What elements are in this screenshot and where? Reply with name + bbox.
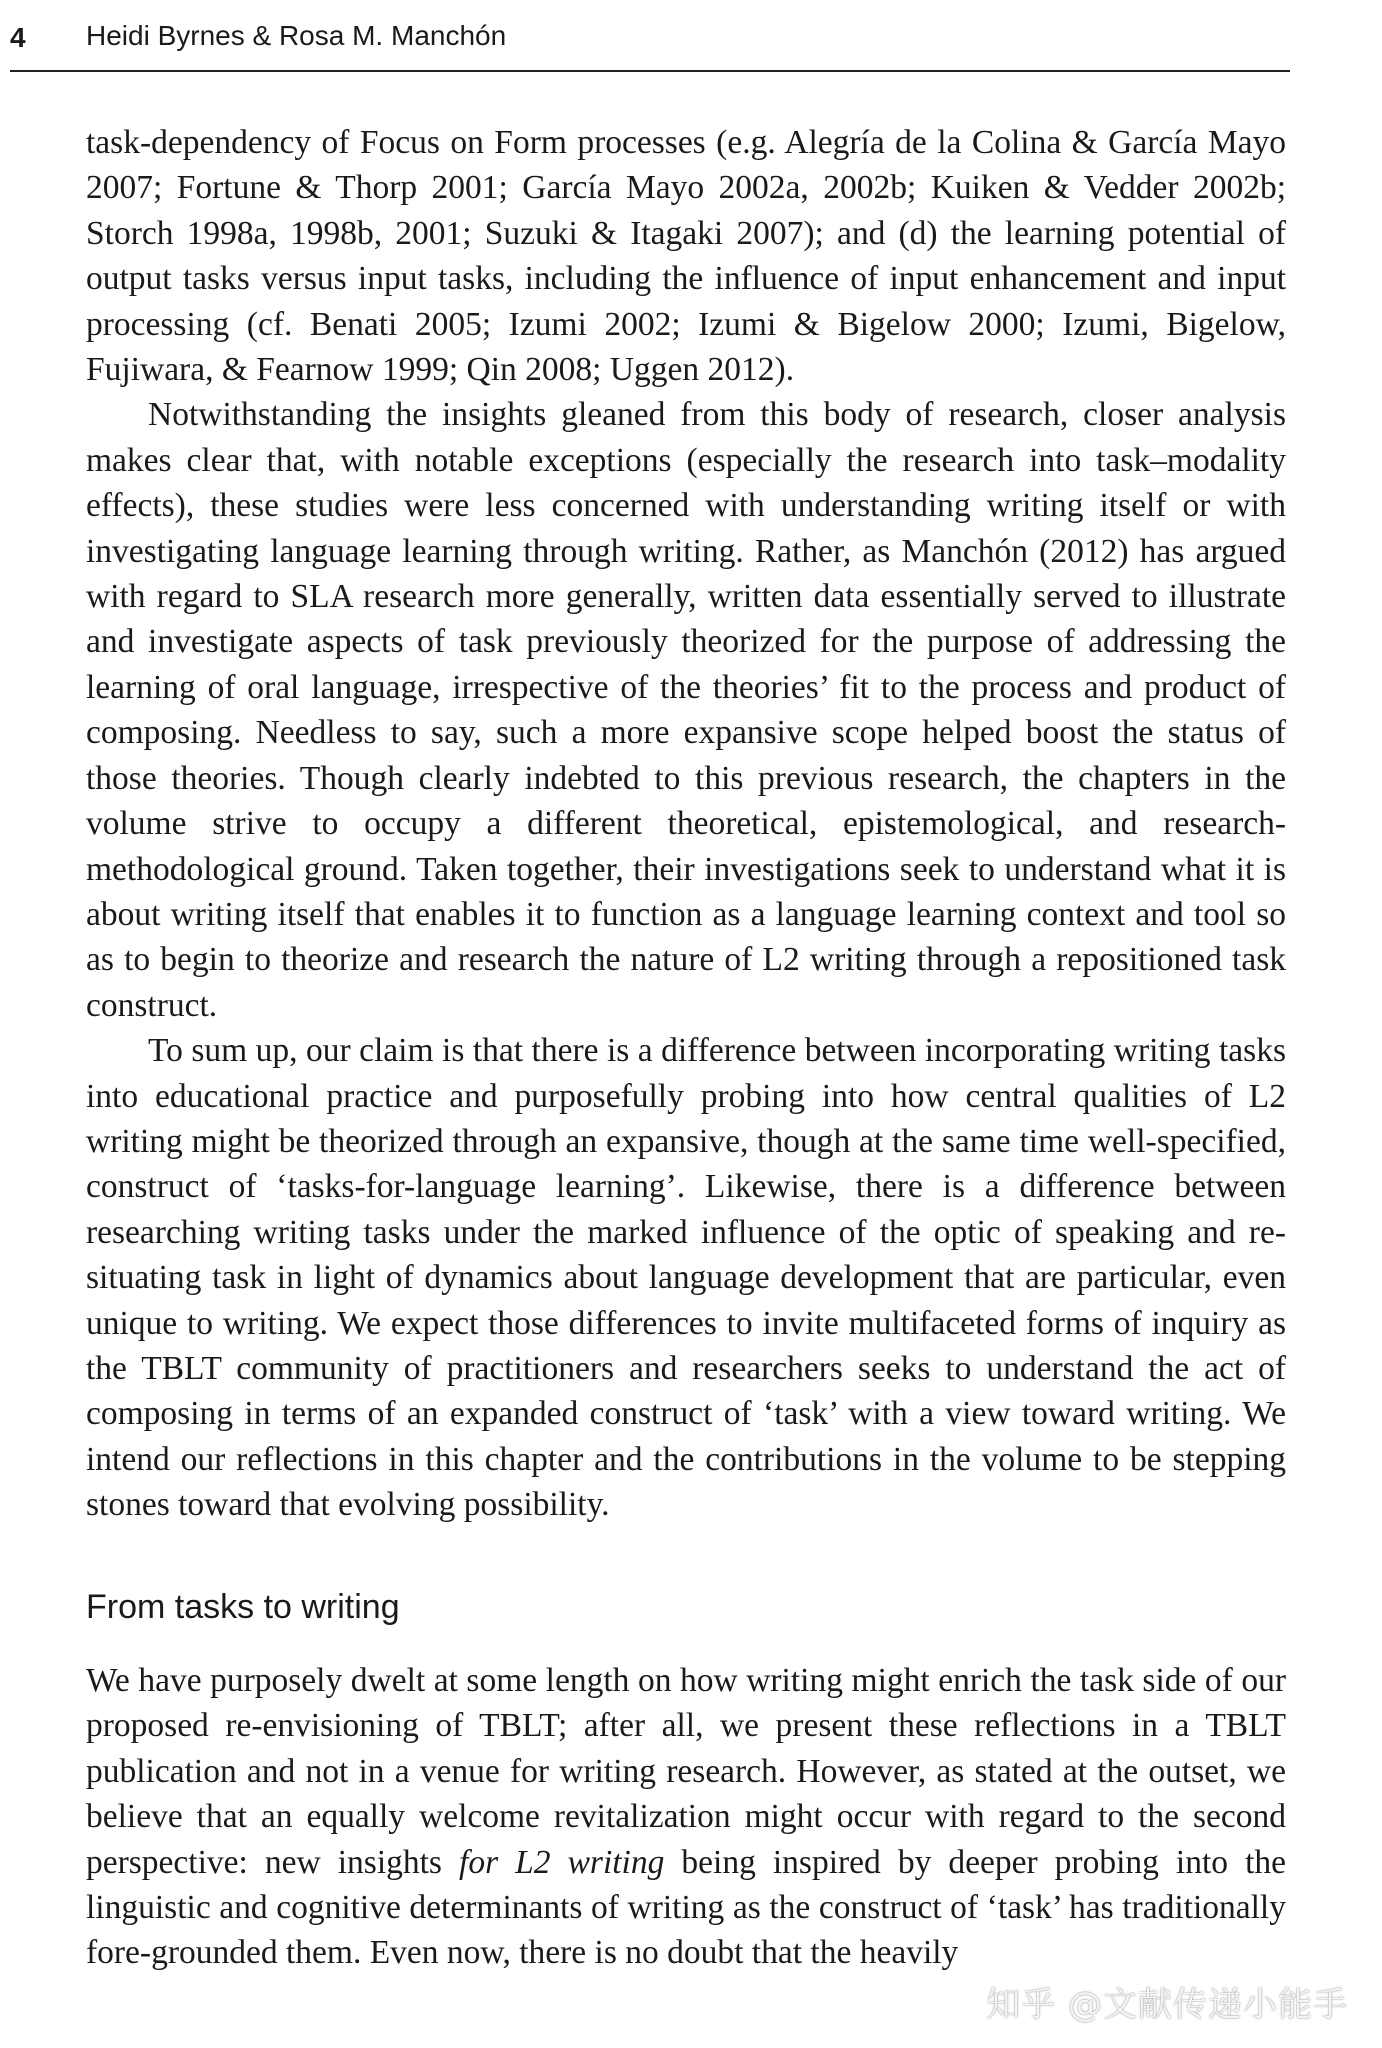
paragraph-notwithstanding: Notwithstanding the insights gleaned from this body of research, closer analysis makes clear that, with notable exceptions (especially the research into task–modality effects), these studies were less concerned with understanding writing itself or with investigating language learning through writing. Rather, as Manchón (2012) has argued with regard to SLA research more generally, written data essentially served to illustrate and investigate aspects of task previously theorized for the purpose of addressing the learning of oral language, irrespective of the theories’ fit to the process and product of composing. Needless to say, such a more expansive scope helped boost the status of those theories. Though clearly indebted to this previous research, the chapters in the volume strive to occupy a different theoretical, epistemological, and research-methodological ground. Taken together, their investigations seek to understand what it is about writing itself that enables it to function as a language learning context and tool so as to begin to theorize and research the nature of L2 writing through a repositioned task construct. [86, 396, 1286, 1024]
section-body [86, 1658, 1286, 1976]
section-paragraph [86, 1658, 1286, 1976]
running-head [10, 20, 1290, 72]
section-italic-phrase: for L2 writing [459, 1843, 665, 1881]
running-head-authors: Heidi Byrnes & Rosa M. Manchón [86, 20, 507, 51]
section-heading: From tasks to writing [86, 1588, 400, 1626]
watermark: 知乎 @文献传递小能手 [986, 1985, 1348, 2025]
paragraph-to-sum-up: To sum up, our claim is that there is a difference between incorporating writing tasks into educational practice and purposefully probing into how central qualities of L2 writing might be theorized through an expansive, though at the same time well-specified, construct of ‘tasks-for-language learning’. Likewise, there is a difference between researching writing tasks under the marked influence of the optic of speaking and re-situating task in light of dynamics about language development that are particular, even unique to writing. We expect those differences to invite multifaceted forms of inquiry as the TBLT community of practitioners and researchers seeks to understand the act of composing in terms of an expanded construct of ‘task’ with a view toward writing. We intend our reflections in this chapter and the contributions in the volume to be stepping stones toward that evolving possibility. [86, 1032, 1286, 1524]
page-number: 4 [10, 22, 26, 53]
section-text-end: being inspired by deeper probing into the linguistic and cognitive determinants of writing as the construct of ‘task’ has traditionally fore-grounded them. Even now, there is no doubt that the heavily [86, 1843, 1286, 1972]
paragraph-continuation: task-dependency of Focus on Form processes (e.g. Alegría de la Colina & García Mayo 2007; Fortune & Thorp 2001; García Mayo 2002a, 2002b; Kuiken & Vedder 2002b; Storch 1998a, 1998b, 2001; Suzuki & Itagaki 2007); and (d) the learning potential of output tasks versus input tasks, including the influence of input enhancement and input processing (cf. Benati 2005; Izumi 2002; Izumi & Bigelow 2000; Izumi, Bigelow, Fujiwara, & Fearnow 1999; Qin 2008; Uggen 2012). [86, 124, 1286, 389]
body-text [86, 120, 1286, 1528]
section-text-start: We have purposely dwelt at some length on how writing might enrich the task side of our proposed re-envisioning of TBLT; after all, we present these reflections in a TBLT publication and not in a venue for writing research. However, as stated at the outset, we believe that an equally welcome revitalization might occur with regard to the second perspective: new insights [86, 1662, 1286, 1881]
